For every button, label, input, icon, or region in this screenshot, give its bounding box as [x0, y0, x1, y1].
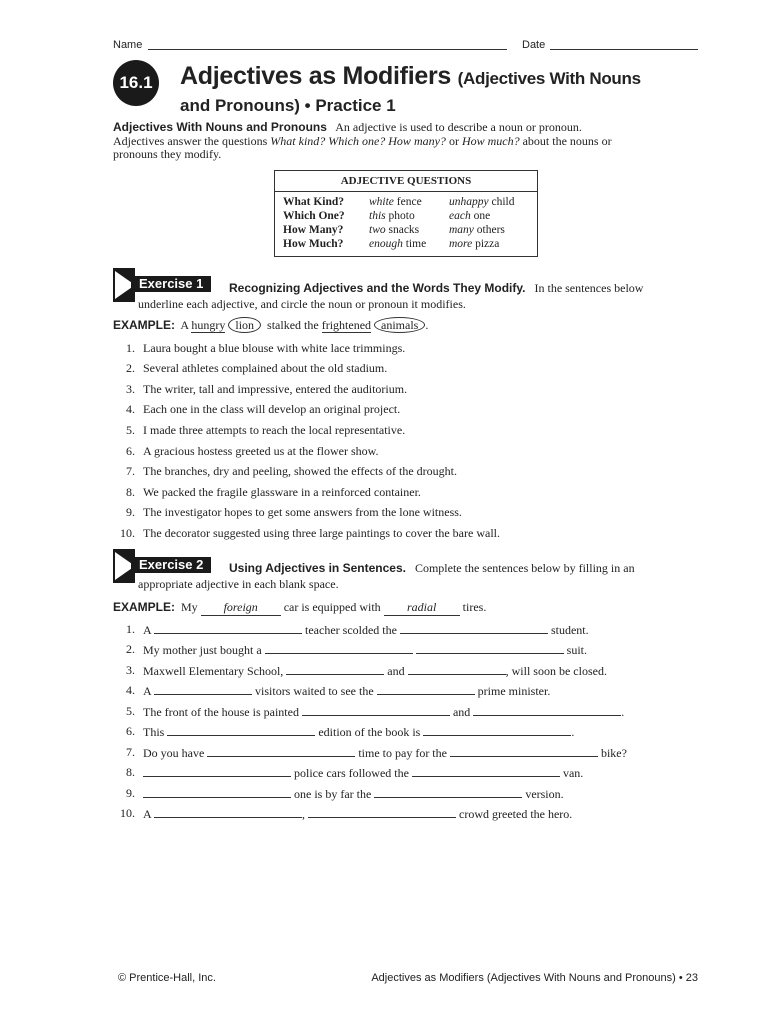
list-item: 3. The writer, tall and impressive, entered the auditorium.: [126, 382, 408, 396]
list-item: 1. A teacher scolded the student.: [126, 622, 589, 637]
list-item: 8. police cars followed the van.: [126, 765, 584, 780]
blank-field[interactable]: [265, 642, 413, 654]
list-item: 9. The investigator hopes to get some answers from the lone witness.: [126, 505, 462, 519]
footer-copyright: © Prentice-Hall, Inc.: [118, 972, 216, 984]
blank-field[interactable]: [154, 806, 302, 818]
list-item: 2. Several athletes complained about the old stadium.: [126, 361, 388, 375]
exercise2-instructions: appropriate adjective in each blank space.: [138, 577, 339, 591]
list-item: 10. A , crowd greeted the hero.: [120, 806, 573, 821]
list-item: 10. The decorator suggested using three large paintings to cover the bare wall.: [120, 526, 500, 540]
exercise2-tag: Exercise 2: [131, 557, 211, 573]
blank-field[interactable]: [207, 745, 355, 757]
list-item: 9. one is by far the version.: [126, 786, 564, 801]
exercise1-heading: Recognizing Adjectives and the Words They Modify. In the sentences below: [229, 281, 644, 295]
exercise1-tag: Exercise 1: [131, 276, 211, 292]
blank-field[interactable]: [167, 724, 315, 736]
list-item: 2. My mother just bought a suit.: [126, 642, 588, 657]
name-label: Name: [113, 39, 143, 51]
blank-field[interactable]: [374, 786, 522, 798]
exercise2-example: EXAMPLE: My foreign car is equipped with radial tires.: [113, 600, 487, 614]
blank-field[interactable]: [450, 745, 598, 757]
blank-field[interactable]: [143, 765, 291, 777]
table-heading: ADJECTIVE QUESTIONS: [275, 171, 537, 192]
intro-paragraph: Adjectives With Nouns and Pronouns An adjective is used to describe a noun or pronoun. Adjectives answer the questions What kind? Which one? How many? or How much? about the nouns or pronouns they modify.: [113, 120, 612, 161]
blank-field[interactable]: [143, 786, 291, 798]
name-field[interactable]: [148, 38, 507, 50]
blank-field[interactable]: [302, 704, 450, 716]
page-title: Adjectives as Modifiers (Adjectives With Nouns: [180, 62, 641, 90]
blank-field[interactable]: [308, 806, 456, 818]
list-item: 7. Do you have time to pay for the bike?: [126, 745, 627, 760]
list-item: 7. The branches, dry and peeling, showed the effects of the drought.: [126, 464, 458, 478]
blank-field[interactable]: [377, 683, 475, 695]
list-item: 5. I made three attempts to reach the local representative.: [126, 423, 406, 437]
blank-field[interactable]: [286, 663, 384, 675]
blank-field[interactable]: [154, 622, 302, 634]
exercise1-example: EXAMPLE: A hungry lion stalked the frightened animals .: [113, 318, 429, 332]
list-item: 6. This edition of the book is .: [126, 724, 575, 739]
blank-field[interactable]: [416, 642, 564, 654]
exercise1-instructions: underline each adjective, and circle the noun or pronoun it modifies.: [138, 297, 466, 311]
exercise2-heading: Using Adjectives in Sentences. Complete the sentences below by filling in an: [229, 561, 635, 575]
blank-field[interactable]: [408, 663, 506, 675]
page-subtitle: and Pronouns) • Practice 1: [180, 96, 396, 115]
blank-field[interactable]: [473, 704, 621, 716]
list-item: 6. A gracious hostess greeted us at the flower show.: [126, 444, 379, 458]
list-item: 5. The front of the house is painted and .: [126, 704, 625, 719]
date-label: Date: [522, 39, 546, 51]
list-item: 1. Laura bought a blue blouse with white lace trimmings.: [126, 341, 406, 355]
date-field[interactable]: [550, 38, 698, 50]
lesson-badge: 16.1: [113, 60, 159, 106]
footer-page-info: Adjectives as Modifiers (Adjectives With Nouns and Pronouns) • 23: [371, 972, 698, 984]
list-item: 4. Each one in the class will develop an original project.: [126, 402, 401, 416]
list-item: 3. Maxwell Elementary School, and , will soon be closed.: [126, 663, 607, 678]
blank-field[interactable]: [400, 622, 548, 634]
list-item: 4. A visitors waited to see the prime minister.: [126, 683, 551, 698]
blank-field[interactable]: [423, 724, 571, 736]
blank-field[interactable]: [154, 683, 252, 695]
blank-field[interactable]: [412, 765, 560, 777]
adjective-questions-table: ADJECTIVE QUESTIONS What Kind? white fence unhappy child Which One? this photo each one How Many? two snacks many others How Much? enough time more pizza: [274, 170, 538, 257]
list-item: 8. We packed the fragile glassware in a reinforced container.: [126, 485, 421, 499]
